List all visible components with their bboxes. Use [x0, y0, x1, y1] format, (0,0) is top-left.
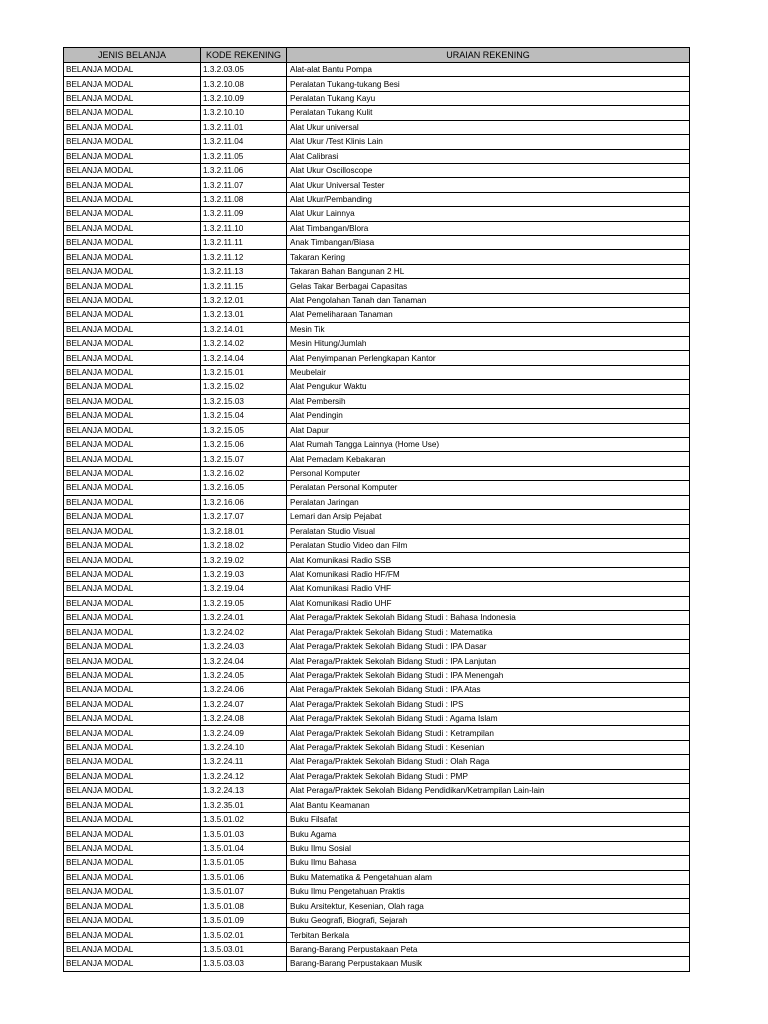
- kode-rekening-cell: 1.3.5.02.01: [201, 928, 287, 942]
- kode-rekening-cell: 1.3.2.14.04: [201, 351, 287, 365]
- table-row: [64, 928, 690, 942]
- kode-rekening-cell: 1.3.2.11.10: [201, 221, 287, 235]
- uraian-rekening-cell: Alat Calibrasi: [287, 149, 690, 163]
- uraian-rekening-cell: Alat Peraga/Praktek Sekolah Bidang Studi : PMP: [287, 769, 690, 783]
- uraian-rekening-cell: Peralatan Studio Video dan Film: [287, 538, 690, 552]
- table-row: [64, 827, 690, 841]
- uraian-rekening-cell: Alat Komunikasi Radio HF/FM: [287, 567, 690, 581]
- kode-rekening-cell: 1.3.2.13.01: [201, 308, 287, 322]
- jenis-belanja-cell: BELANJA MODAL: [64, 63, 201, 77]
- jenis-belanja-cell: BELANJA MODAL: [64, 697, 201, 711]
- uraian-rekening-cell: Alat-alat Bantu Pompa: [287, 63, 690, 77]
- kode-rekening-cell: 1.3.2.24.09: [201, 726, 287, 740]
- jenis-belanja-cell: BELANJA MODAL: [64, 337, 201, 351]
- jenis-belanja-cell: BELANJA MODAL: [64, 380, 201, 394]
- table-row: [64, 611, 690, 625]
- kode-rekening-cell: 1.3.2.17.07: [201, 510, 287, 524]
- uraian-rekening-cell: Alat Pembersih: [287, 394, 690, 408]
- table-row: [64, 308, 690, 322]
- table-row: [64, 510, 690, 524]
- kode-rekening-cell: 1.3.2.03.05: [201, 63, 287, 77]
- table-row: [64, 856, 690, 870]
- table-row: [64, 942, 690, 956]
- uraian-rekening-cell: Buku Ilmu Pengetahuan Praktis: [287, 885, 690, 899]
- kode-rekening-cell: 1.3.2.18.01: [201, 524, 287, 538]
- jenis-belanja-cell: BELANJA MODAL: [64, 178, 201, 192]
- jenis-belanja-cell: BELANJA MODAL: [64, 163, 201, 177]
- jenis-belanja-cell: BELANJA MODAL: [64, 91, 201, 105]
- table-row: [64, 149, 690, 163]
- uraian-rekening-cell: Alat Pemeliharaan Tanaman: [287, 308, 690, 322]
- jenis-belanja-cell: BELANJA MODAL: [64, 885, 201, 899]
- table-row: [64, 63, 690, 77]
- kode-rekening-cell: 1.3.2.24.03: [201, 639, 287, 653]
- uraian-rekening-cell: Alat Peraga/Praktek Sekolah Bidang Pendidikan/Ketrampilan Lain-lain: [287, 784, 690, 798]
- header-kode-rekening: KODE REKENING: [201, 48, 287, 63]
- table-row: [64, 293, 690, 307]
- table-row: [64, 279, 690, 293]
- table-row: [64, 365, 690, 379]
- kode-rekening-cell: 1.3.2.24.02: [201, 625, 287, 639]
- jenis-belanja-cell: BELANJA MODAL: [64, 711, 201, 725]
- table-row: [64, 250, 690, 264]
- uraian-rekening-cell: Buku Geografi, Biografi, Sejarah: [287, 913, 690, 927]
- table-row: [64, 495, 690, 509]
- jenis-belanja-cell: BELANJA MODAL: [64, 942, 201, 956]
- uraian-rekening-cell: Alat Ukur /Test Klinis Lain: [287, 135, 690, 149]
- kode-rekening-cell: 1.3.2.16.02: [201, 466, 287, 480]
- jenis-belanja-cell: BELANJA MODAL: [64, 683, 201, 697]
- uraian-rekening-cell: Buku Filsafat: [287, 812, 690, 826]
- table-row: [64, 784, 690, 798]
- jenis-belanja-cell: BELANJA MODAL: [64, 236, 201, 250]
- uraian-rekening-cell: Peralatan Tukang-tukang Besi: [287, 77, 690, 91]
- kode-rekening-cell: 1.3.2.14.01: [201, 322, 287, 336]
- table-row: [64, 812, 690, 826]
- kode-rekening-cell: 1.3.2.16.05: [201, 481, 287, 495]
- jenis-belanja-cell: BELANJA MODAL: [64, 77, 201, 91]
- jenis-belanja-cell: BELANJA MODAL: [64, 351, 201, 365]
- kode-rekening-cell: 1.3.5.01.07: [201, 885, 287, 899]
- kode-rekening-cell: 1.3.2.15.01: [201, 365, 287, 379]
- kode-rekening-cell: 1.3.2.11.07: [201, 178, 287, 192]
- table-row: [64, 870, 690, 884]
- kode-rekening-cell: 1.3.2.15.04: [201, 409, 287, 423]
- table-row: [64, 899, 690, 913]
- table-row: [64, 524, 690, 538]
- uraian-rekening-cell: Alat Peraga/Praktek Sekolah Bidang Studi : IPA Lanjutan: [287, 654, 690, 668]
- kode-rekening-cell: 1.3.2.11.04: [201, 135, 287, 149]
- table-row: [64, 481, 690, 495]
- jenis-belanja-cell: BELANJA MODAL: [64, 437, 201, 451]
- kode-rekening-cell: 1.3.2.11.09: [201, 207, 287, 221]
- table-row: [64, 466, 690, 480]
- jenis-belanja-cell: BELANJA MODAL: [64, 798, 201, 812]
- kode-rekening-cell: 1.3.2.11.06: [201, 163, 287, 177]
- table-row: [64, 264, 690, 278]
- jenis-belanja-cell: BELANJA MODAL: [64, 841, 201, 855]
- jenis-belanja-cell: BELANJA MODAL: [64, 611, 201, 625]
- uraian-rekening-cell: Alat Ukur/Pembanding: [287, 192, 690, 206]
- table-row: [64, 668, 690, 682]
- uraian-rekening-cell: Alat Pendingin: [287, 409, 690, 423]
- jenis-belanja-cell: BELANJA MODAL: [64, 740, 201, 754]
- uraian-rekening-cell: Alat Pengolahan Tanah dan Tanaman: [287, 293, 690, 307]
- kode-rekening-cell: 1.3.2.35.01: [201, 798, 287, 812]
- kode-rekening-cell: 1.3.2.24.12: [201, 769, 287, 783]
- table-row: [64, 394, 690, 408]
- kode-rekening-cell: 1.3.2.11.13: [201, 264, 287, 278]
- kode-rekening-cell: 1.3.2.11.01: [201, 120, 287, 134]
- uraian-rekening-cell: Alat Peraga/Praktek Sekolah Bidang Studi : IPS: [287, 697, 690, 711]
- jenis-belanja-cell: BELANJA MODAL: [64, 538, 201, 552]
- kode-rekening-cell: 1.3.5.01.03: [201, 827, 287, 841]
- jenis-belanja-cell: BELANJA MODAL: [64, 149, 201, 163]
- kode-rekening-cell: 1.3.2.24.08: [201, 711, 287, 725]
- kode-rekening-cell: 1.3.2.24.06: [201, 683, 287, 697]
- uraian-rekening-cell: Gelas Takar Berbagai Capasitas: [287, 279, 690, 293]
- uraian-rekening-cell: Peralatan Studio Visual: [287, 524, 690, 538]
- kode-rekening-cell: 1.3.2.15.06: [201, 437, 287, 451]
- jenis-belanja-cell: BELANJA MODAL: [64, 567, 201, 581]
- jenis-belanja-cell: BELANJA MODAL: [64, 582, 201, 596]
- kode-rekening-cell: 1.3.5.03.01: [201, 942, 287, 956]
- jenis-belanja-cell: BELANJA MODAL: [64, 913, 201, 927]
- jenis-belanja-cell: BELANJA MODAL: [64, 510, 201, 524]
- uraian-rekening-cell: Alat Peraga/Praktek Sekolah Bidang Studi : Olah Raga: [287, 755, 690, 769]
- table-row: [64, 639, 690, 653]
- header-uraian-rekening: URAIAN REKENING: [287, 48, 690, 63]
- kode-rekening-cell: 1.3.2.11.08: [201, 192, 287, 206]
- header-row: [64, 48, 690, 63]
- kode-rekening-cell: 1.3.2.10.10: [201, 106, 287, 120]
- uraian-rekening-cell: Mesin Tik: [287, 322, 690, 336]
- kode-rekening-cell: 1.3.2.24.11: [201, 755, 287, 769]
- uraian-rekening-cell: Alat Pengukur Waktu: [287, 380, 690, 394]
- jenis-belanja-cell: BELANJA MODAL: [64, 192, 201, 206]
- kode-rekening-cell: 1.3.5.01.02: [201, 812, 287, 826]
- kode-rekening-cell: 1.3.2.24.10: [201, 740, 287, 754]
- kode-rekening-cell: 1.3.5.01.05: [201, 856, 287, 870]
- uraian-rekening-cell: Peralatan Personal Komputer: [287, 481, 690, 495]
- uraian-rekening-cell: Alat Peraga/Praktek Sekolah Bidang Studi : Kesenian: [287, 740, 690, 754]
- uraian-rekening-cell: Barang-Barang Perpustakaan Musik: [287, 957, 690, 971]
- uraian-rekening-cell: Alat Ukur universal: [287, 120, 690, 134]
- table-row: [64, 337, 690, 351]
- kode-rekening-cell: 1.3.5.01.04: [201, 841, 287, 855]
- uraian-rekening-cell: Alat Ukur Universal Tester: [287, 178, 690, 192]
- uraian-rekening-cell: Alat Komunikasi Radio SSB: [287, 553, 690, 567]
- table-row: [64, 697, 690, 711]
- kode-rekening-cell: 1.3.2.15.03: [201, 394, 287, 408]
- uraian-rekening-cell: Buku Ilmu Sosial: [287, 841, 690, 855]
- jenis-belanja-cell: BELANJA MODAL: [64, 394, 201, 408]
- header-jenis-belanja: JENIS BELANJA: [64, 48, 201, 63]
- jenis-belanja-cell: BELANJA MODAL: [64, 207, 201, 221]
- jenis-belanja-cell: BELANJA MODAL: [64, 322, 201, 336]
- table-row: [64, 625, 690, 639]
- jenis-belanja-cell: BELANJA MODAL: [64, 250, 201, 264]
- uraian-rekening-cell: Takaran Kering: [287, 250, 690, 264]
- kode-rekening-cell: 1.3.2.11.11: [201, 236, 287, 250]
- uraian-rekening-cell: Alat Peraga/Praktek Sekolah Bidang Studi : IPA Dasar: [287, 639, 690, 653]
- uraian-rekening-cell: Buku Agama: [287, 827, 690, 841]
- table-row: [64, 726, 690, 740]
- table-row: [64, 423, 690, 437]
- kode-rekening-cell: 1.3.2.11.12: [201, 250, 287, 264]
- uraian-rekening-cell: Anak Timbangan/Biasa: [287, 236, 690, 250]
- jenis-belanja-cell: BELANJA MODAL: [64, 481, 201, 495]
- uraian-rekening-cell: Alat Peraga/Praktek Sekolah Bidang Studi : Ketrampilan: [287, 726, 690, 740]
- jenis-belanja-cell: BELANJA MODAL: [64, 726, 201, 740]
- uraian-rekening-cell: Alat Rumah Tangga Lainnya (Home Use): [287, 437, 690, 451]
- jenis-belanja-cell: BELANJA MODAL: [64, 409, 201, 423]
- table-row: [64, 437, 690, 451]
- table-row: [64, 798, 690, 812]
- uraian-rekening-cell: Alat Penyimpanan Perlengkapan Kantor: [287, 351, 690, 365]
- uraian-rekening-cell: Buku Arsitektur, Kesenian, Olah raga: [287, 899, 690, 913]
- table-row: [64, 885, 690, 899]
- jenis-belanja-cell: BELANJA MODAL: [64, 755, 201, 769]
- kode-rekening-cell: 1.3.2.11.15: [201, 279, 287, 293]
- uraian-rekening-cell: Alat Komunikasi Radio VHF: [287, 582, 690, 596]
- jenis-belanja-cell: BELANJA MODAL: [64, 495, 201, 509]
- table-row: [64, 135, 690, 149]
- kode-rekening-cell: 1.3.2.19.02: [201, 553, 287, 567]
- table-row: [64, 91, 690, 105]
- uraian-rekening-cell: Terbitan Berkala: [287, 928, 690, 942]
- uraian-rekening-cell: Alat Bantu Keamanan: [287, 798, 690, 812]
- uraian-rekening-cell: Alat Timbangan/Blora: [287, 221, 690, 235]
- jenis-belanja-cell: BELANJA MODAL: [64, 928, 201, 942]
- kode-rekening-cell: 1.3.2.11.05: [201, 149, 287, 163]
- table-row: [64, 106, 690, 120]
- table-row: [64, 596, 690, 610]
- uraian-rekening-cell: Peralatan Tukang Kayu: [287, 91, 690, 105]
- jenis-belanja-cell: BELANJA MODAL: [64, 856, 201, 870]
- uraian-rekening-cell: Alat Peraga/Praktek Sekolah Bidang Studi : Agama Islam: [287, 711, 690, 725]
- table-row: [64, 553, 690, 567]
- table-row: [64, 957, 690, 971]
- jenis-belanja-cell: BELANJA MODAL: [64, 870, 201, 884]
- uraian-rekening-cell: Lemari dan Arsip Pejabat: [287, 510, 690, 524]
- table-row: [64, 192, 690, 206]
- jenis-belanja-cell: BELANJA MODAL: [64, 221, 201, 235]
- kode-rekening-cell: 1.3.2.12.01: [201, 293, 287, 307]
- kode-rekening-cell: 1.3.2.10.08: [201, 77, 287, 91]
- kode-rekening-cell: 1.3.5.01.08: [201, 899, 287, 913]
- kode-rekening-cell: 1.3.2.19.03: [201, 567, 287, 581]
- table-row: [64, 207, 690, 221]
- uraian-rekening-cell: Alat Pemadam Kebakaran: [287, 452, 690, 466]
- table-row: [64, 163, 690, 177]
- uraian-rekening-cell: Alat Peraga/Praktek Sekolah Bidang Studi : IPA Menengah: [287, 668, 690, 682]
- jenis-belanja-cell: BELANJA MODAL: [64, 293, 201, 307]
- table-row: [64, 755, 690, 769]
- jenis-belanja-cell: BELANJA MODAL: [64, 596, 201, 610]
- kode-rekening-cell: 1.3.5.01.06: [201, 870, 287, 884]
- table-row: [64, 538, 690, 552]
- table-row: [64, 178, 690, 192]
- uraian-rekening-cell: Mesin Hitung/Jumlah: [287, 337, 690, 351]
- jenis-belanja-cell: BELANJA MODAL: [64, 365, 201, 379]
- jenis-belanja-cell: BELANJA MODAL: [64, 639, 201, 653]
- uraian-rekening-cell: Peralatan Jaringan: [287, 495, 690, 509]
- kode-rekening-cell: 1.3.2.15.07: [201, 452, 287, 466]
- table-row: [64, 221, 690, 235]
- kode-rekening-cell: 1.3.2.19.04: [201, 582, 287, 596]
- kode-rekening-cell: 1.3.2.15.02: [201, 380, 287, 394]
- kode-rekening-cell: 1.3.2.10.09: [201, 91, 287, 105]
- jenis-belanja-cell: BELANJA MODAL: [64, 769, 201, 783]
- spreadsheet: [63, 47, 690, 972]
- kode-rekening-cell: 1.3.5.03.03: [201, 957, 287, 971]
- kode-rekening-cell: 1.3.2.24.04: [201, 654, 287, 668]
- uraian-rekening-cell: Peralatan Tukang Kulit: [287, 106, 690, 120]
- jenis-belanja-cell: BELANJA MODAL: [64, 135, 201, 149]
- jenis-belanja-cell: BELANJA MODAL: [64, 466, 201, 480]
- table-row: [64, 409, 690, 423]
- jenis-belanja-cell: BELANJA MODAL: [64, 553, 201, 567]
- uraian-rekening-cell: Alat Komunikasi Radio UHF: [287, 596, 690, 610]
- table-row: [64, 683, 690, 697]
- jenis-belanja-cell: BELANJA MODAL: [64, 308, 201, 322]
- table-row: [64, 740, 690, 754]
- table-row: [64, 380, 690, 394]
- kode-rekening-cell: 1.3.2.24.07: [201, 697, 287, 711]
- jenis-belanja-cell: BELANJA MODAL: [64, 423, 201, 437]
- jenis-belanja-cell: BELANJA MODAL: [64, 957, 201, 971]
- jenis-belanja-cell: BELANJA MODAL: [64, 827, 201, 841]
- table-row: [64, 452, 690, 466]
- table-row: [64, 351, 690, 365]
- table-row: [64, 711, 690, 725]
- uraian-rekening-cell: Alat Peraga/Praktek Sekolah Bidang Studi : Bahasa Indonesia: [287, 611, 690, 625]
- table-row: [64, 582, 690, 596]
- uraian-rekening-cell: Buku Ilmu Bahasa: [287, 856, 690, 870]
- jenis-belanja-cell: BELANJA MODAL: [64, 264, 201, 278]
- kode-rekening-cell: 1.3.5.01.09: [201, 913, 287, 927]
- uraian-rekening-cell: Buku Matematika & Pengetahuan alam: [287, 870, 690, 884]
- table-row: [64, 841, 690, 855]
- uraian-rekening-cell: Alat Dapur: [287, 423, 690, 437]
- uraian-rekening-cell: Barang-Barang Perpustakaan Peta: [287, 942, 690, 956]
- uraian-rekening-cell: Alat Peraga/Praktek Sekolah Bidang Studi : Matematika: [287, 625, 690, 639]
- kode-rekening-cell: 1.3.2.14.02: [201, 337, 287, 351]
- kode-rekening-cell: 1.3.2.15.05: [201, 423, 287, 437]
- table-row: [64, 654, 690, 668]
- jenis-belanja-cell: BELANJA MODAL: [64, 784, 201, 798]
- table-row: [64, 120, 690, 134]
- table-row: [64, 913, 690, 927]
- table-row: [64, 769, 690, 783]
- jenis-belanja-cell: BELANJA MODAL: [64, 106, 201, 120]
- table-row: [64, 567, 690, 581]
- jenis-belanja-cell: BELANJA MODAL: [64, 899, 201, 913]
- kode-rekening-cell: 1.3.2.24.13: [201, 784, 287, 798]
- jenis-belanja-cell: BELANJA MODAL: [64, 668, 201, 682]
- jenis-belanja-cell: BELANJA MODAL: [64, 524, 201, 538]
- kode-rekening-cell: 1.3.2.16.06: [201, 495, 287, 509]
- table-row: [64, 322, 690, 336]
- kode-rekening-cell: 1.3.2.24.01: [201, 611, 287, 625]
- table-row: [64, 77, 690, 91]
- jenis-belanja-cell: BELANJA MODAL: [64, 452, 201, 466]
- rekening-table: [63, 47, 690, 972]
- uraian-rekening-cell: Takaran Bahan Bangunan 2 HL: [287, 264, 690, 278]
- kode-rekening-cell: 1.3.2.19.05: [201, 596, 287, 610]
- uraian-rekening-cell: Alat Ukur Lainnya: [287, 207, 690, 221]
- kode-rekening-cell: 1.3.2.24.05: [201, 668, 287, 682]
- jenis-belanja-cell: BELANJA MODAL: [64, 279, 201, 293]
- table-row: [64, 236, 690, 250]
- jenis-belanja-cell: BELANJA MODAL: [64, 625, 201, 639]
- jenis-belanja-cell: BELANJA MODAL: [64, 654, 201, 668]
- jenis-belanja-cell: BELANJA MODAL: [64, 120, 201, 134]
- uraian-rekening-cell: Alat Ukur Oscilloscope: [287, 163, 690, 177]
- uraian-rekening-cell: Meubelair: [287, 365, 690, 379]
- kode-rekening-cell: 1.3.2.18.02: [201, 538, 287, 552]
- uraian-rekening-cell: Alat Peraga/Praktek Sekolah Bidang Studi : IPA Atas: [287, 683, 690, 697]
- jenis-belanja-cell: BELANJA MODAL: [64, 812, 201, 826]
- uraian-rekening-cell: Personal Komputer: [287, 466, 690, 480]
